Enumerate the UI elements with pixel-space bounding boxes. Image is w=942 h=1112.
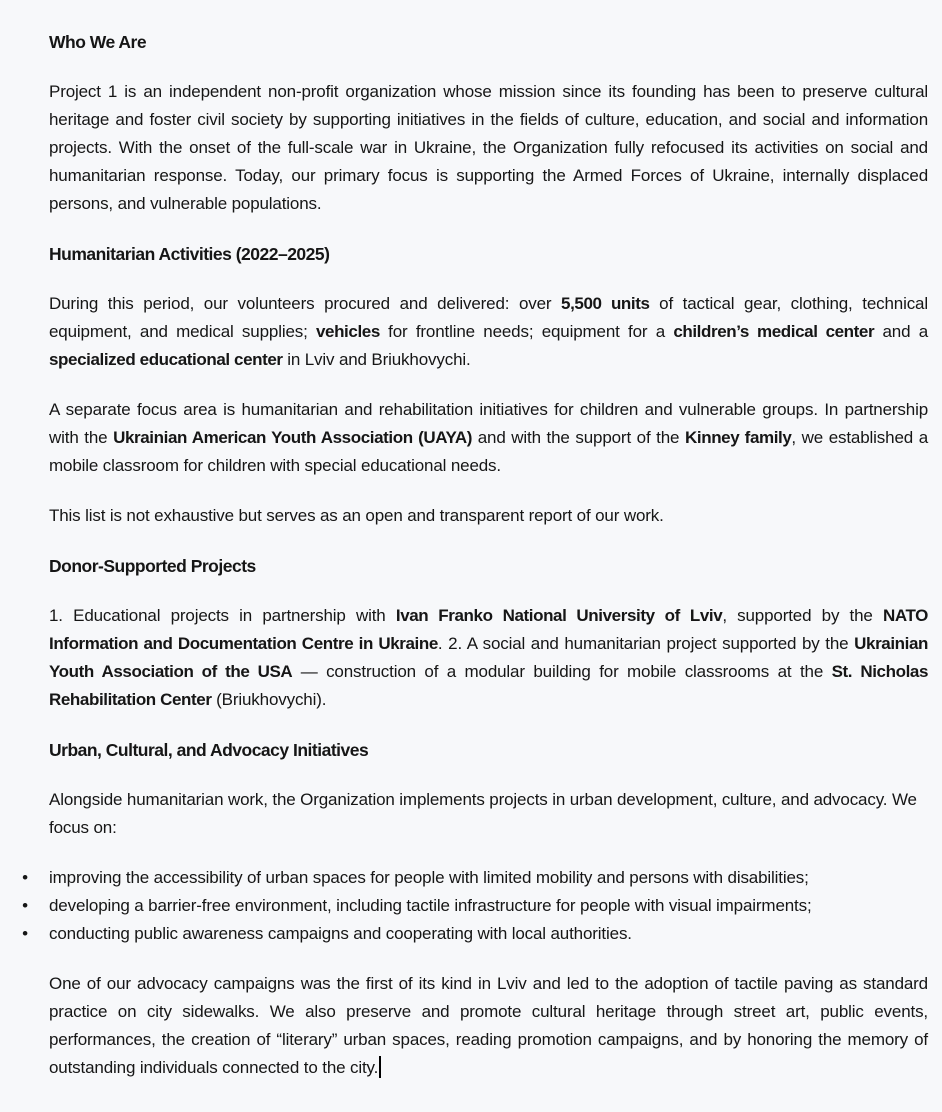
list-item (22, 920, 928, 948)
bold-childrens-medical-center: children’s medical center (673, 322, 875, 341)
text-run: — construction of a modular building for mobile classrooms at the (292, 662, 832, 681)
bullet-icon: • (22, 924, 28, 943)
text-run: One of our advocacy campaigns was the first of its kind in Lviv and led to the adoption of tactile paving as standard practice on city sidewalks. We also preserve and promote cultural heritage through street art, public events, performances, the creation of “literary” urban spaces, reading promotion campaigns, and by honoring the memory of outstanding individuals connected to the city. (49, 974, 928, 1077)
bold-nato-centre: NATO Information and Documentation Centre in Ukraine (49, 606, 928, 653)
text-run: in Lviv and Briukhovychi. (282, 350, 471, 369)
paragraph-transparency-note: This list is not exhaustive but serves as an open and transparent report of our work. (49, 506, 664, 525)
text-run: and a (874, 322, 929, 341)
list-item-text: improving the accessibility of urban spaces for people with limited mobility and persons with disabilities; (49, 868, 809, 887)
heading-donor-supported-projects: Donor-Supported Projects (49, 556, 256, 576)
heading-humanitarian-activities: Humanitarian Activities (2022–2025) (49, 244, 330, 264)
bold-uya-usa: Ukrainian Youth Association of the USA (49, 634, 929, 681)
paragraph-rehabilitation-initiatives (49, 396, 928, 480)
paragraph-humanitarian-deliveries (49, 290, 928, 374)
paragraph-advocacy-closing (49, 970, 928, 1082)
text-run: During this period, our volunteers procured and delivered: over (49, 294, 562, 313)
heading-who-we-are: Who We Are (49, 32, 147, 52)
text-run: and with the support of the (472, 428, 686, 447)
text-run: 1. Educational projects in partnership with (49, 606, 396, 625)
text-run: , we established a mobile classroom for children with special educational needs. (49, 428, 929, 475)
bold-st-nicholas-center: St. Nicholas Rehabilitation Center (49, 662, 928, 709)
paragraph-urban-intro: Alongside humanitarian work, the Organization implements projects in urban development, culture, and advocacy. We focus on: (49, 790, 917, 837)
list-item-text: developing a barrier-free environment, including tactile infrastructure for people with visual impairments; (49, 896, 812, 915)
list-item (22, 864, 928, 892)
bold-kinney-family: Kinney family (685, 428, 792, 447)
paragraph-donor-projects (49, 602, 928, 714)
heading-urban-cultural-advocacy: Urban, Cultural, and Advocacy Initiatives (49, 740, 369, 760)
text-run: for frontline needs; equipment for a (379, 322, 674, 341)
focus-list (22, 864, 928, 948)
bold-vehicles: vehicles (315, 322, 380, 341)
bold-ivan-franko-university: Ivan Franko National University of Lviv (395, 606, 723, 625)
bullet-icon: • (22, 868, 28, 887)
list-item (22, 892, 928, 920)
bold-units: 5,500 units (561, 294, 650, 313)
text-run: of tactical gear, clothing, technical equipment, and medical supplies; (49, 294, 928, 341)
bold-uaya: Ukrainian American Youth Association (UAYA) (113, 428, 473, 447)
paragraph-who-we-are: Project 1 is an independent non-profit organization whose mission since its founding has been to preserve cultural heritage and foster civil society by supporting initiatives in the fields of culture, education, and social and information projects. With the onset of the full-scale war in Ukraine, the Organization fully refocused its activities on social and humanitarian response. Today, our primary focus is supporting the Armed Forces of Ukraine, internally displaced persons, and vulnerable populations. (49, 82, 928, 213)
text-run: . 2. A social and humanitarian project supported by the (437, 634, 855, 653)
list-item-text: conducting public awareness campaigns and cooperating with local authorities. (49, 924, 632, 943)
bullet-icon: • (22, 896, 28, 915)
text-run: , supported by the (722, 606, 883, 625)
text-cursor (379, 1056, 381, 1078)
text-run: (Briukhovychi). (211, 690, 327, 709)
text-run: A separate focus area is humanitarian and rehabilitation initiatives for children and vulnerable groups. In partnership with the (49, 400, 928, 447)
bold-specialized-educational-center: specialized educational center (49, 350, 283, 369)
